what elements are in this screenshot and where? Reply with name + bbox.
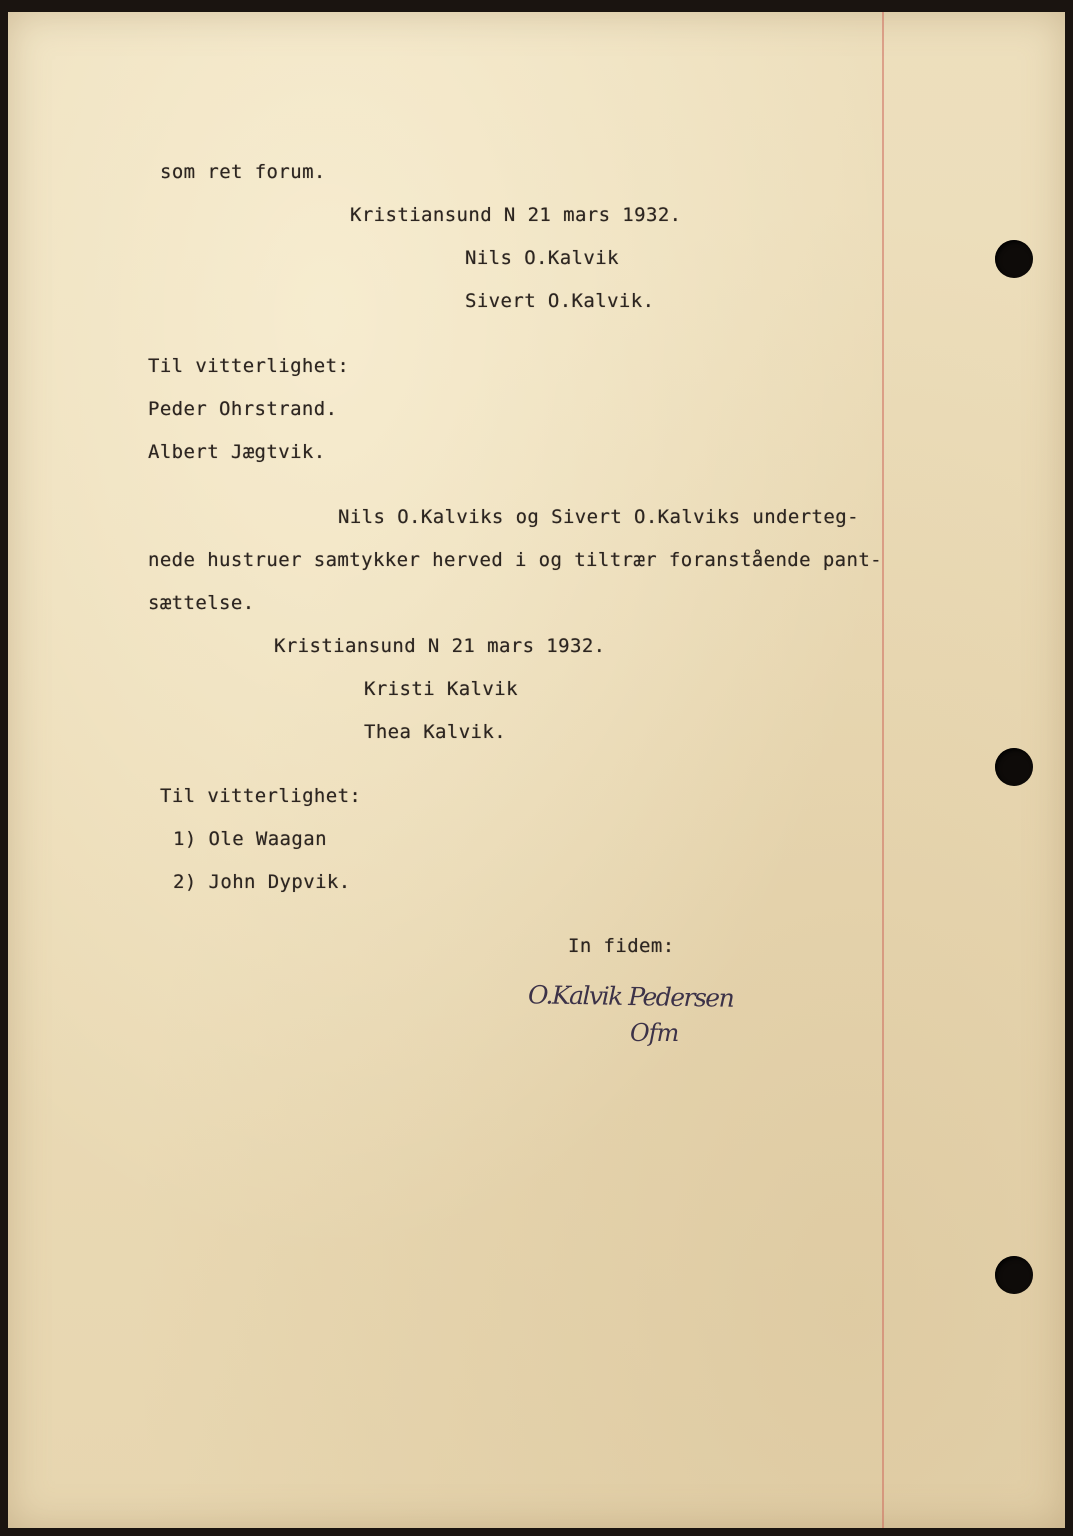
document-page: [8, 12, 1065, 1528]
text-line-forum: som ret forum.: [160, 161, 326, 183]
text-line-signatory-nils: Nils O.Kalvik: [465, 247, 619, 269]
text-line-place-date-2: Kristiansund N 21 mars 1932.: [274, 635, 606, 657]
punch-hole-middle: [995, 748, 1033, 786]
text-line-consent-3: sættelse.: [148, 592, 255, 614]
text-line-witness-ole: 1) Ole Waagan: [173, 828, 327, 850]
text-line-witness-albert: Albert Jægtvik.: [148, 441, 326, 463]
text-line-place-date-1: Kristiansund N 21 mars 1932.: [350, 204, 682, 226]
text-line-in-fidem: In fidem:: [568, 935, 675, 957]
text-line-witness-john: 2) John Dypvik.: [173, 871, 351, 893]
text-line-witness-heading-1: Til vitterlighet:: [148, 355, 350, 377]
text-line-witness-heading-2: Til vitterlighet:: [160, 785, 362, 807]
punch-hole-bottom: [995, 1256, 1033, 1294]
text-line-consent-1: Nils O.Kalviks og Sivert O.Kalviks underteg-: [338, 506, 859, 528]
text-line-consent-2: nede hustruer samtykker herved i og tiltrær foranstående pant-: [148, 549, 883, 571]
text-line-signatory-thea: Thea Kalvik.: [364, 721, 507, 743]
margin-rule: [882, 12, 884, 1528]
handwritten-signature: O.Kalvik Pedersen: [527, 980, 734, 1013]
text-line-witness-peder: Peder Ohrstrand.: [148, 398, 338, 420]
punch-hole-top: [995, 240, 1033, 278]
text-line-signatory-kristi: Kristi Kalvik: [364, 678, 518, 700]
text-line-signatory-sivert: Sivert O.Kalvik.: [465, 290, 655, 312]
handwritten-signature-title: Ofm: [630, 1019, 679, 1047]
